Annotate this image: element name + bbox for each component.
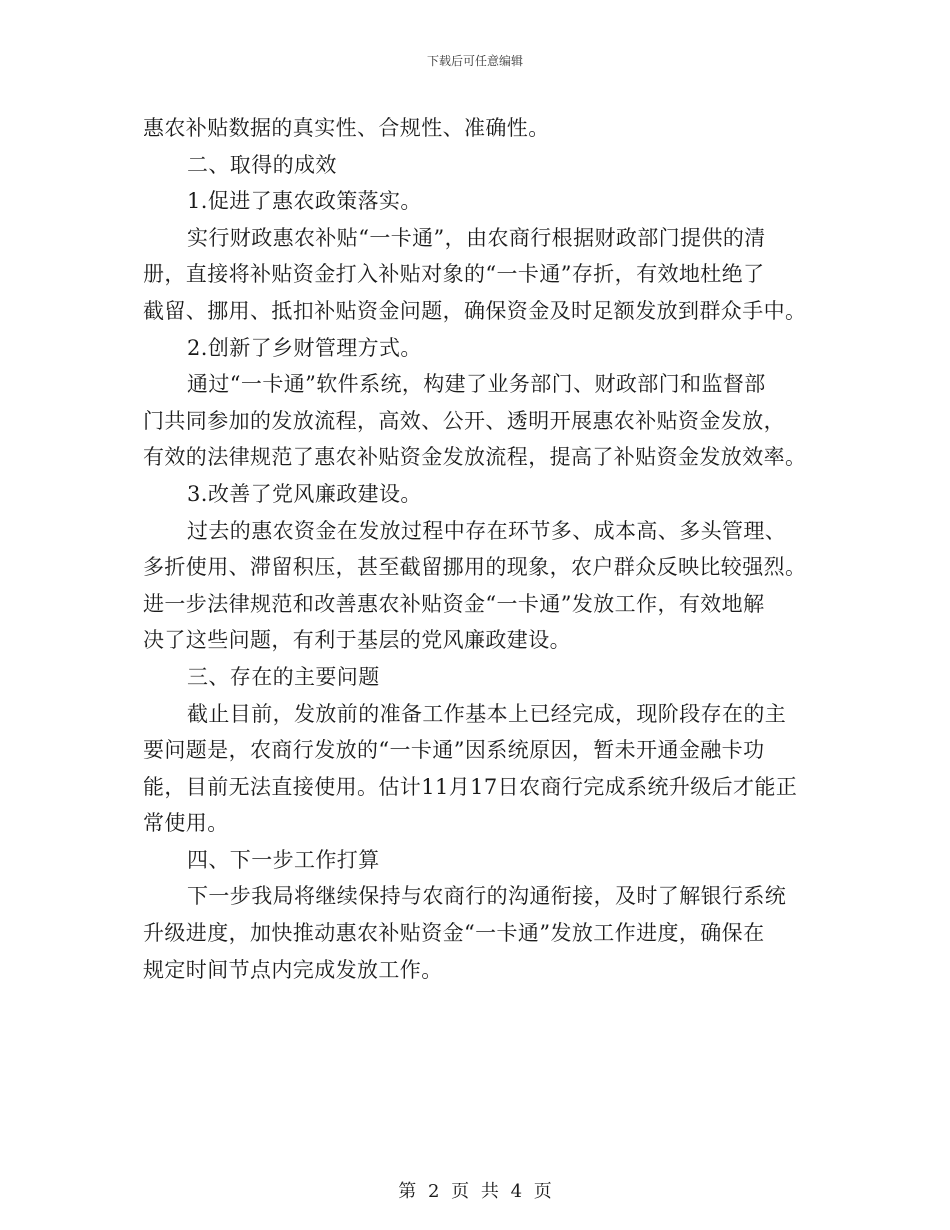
paragraph-line: 要问题是，农商行发放的“一卡通”因系统原因，暂未开通金融卡功 <box>143 738 765 763</box>
page-number-footer: 第 2 页 共 4 页 <box>398 1181 552 1202</box>
section-heading: 二、取得的成效 <box>187 152 337 177</box>
section-heading: 四、下一步工作打算 <box>187 847 380 872</box>
subsection-heading: 3.改善了党风廉政建设。 <box>187 481 422 506</box>
paragraph-line: 升级进度，加快推动惠农补贴资金“一卡通”发放工作进度，确保在 <box>143 921 765 946</box>
paragraph-line: 通过“一卡通”软件系统，构建了业务部门、财政部门和监督部 <box>187 372 766 397</box>
subsection-heading: 1.促进了惠农政策落实。 <box>187 189 422 214</box>
paragraph-line: 决了这些问题，有利于基层的党风廉政建设。 <box>143 628 571 653</box>
paragraph-line: 有效的法律规范了惠农补贴资金发放流程，提高了补贴资金发放效率。 <box>143 445 807 470</box>
paragraph-line: 实行财政惠农补贴“一卡通”，由农商行根据财政部门提供的清 <box>187 225 766 250</box>
paragraph-line: 截留、挪用、抵扣补贴资金问题，确保资金及时足额发放到群众手中。 <box>143 298 807 323</box>
paragraph-line: 规定时间节点内完成发放工作。 <box>143 957 443 982</box>
paragraph-line: 下一步我局将继续保持与农商行的沟通衔接，及时了解银行系统 <box>187 884 787 909</box>
paragraph-line: 截止目前，发放前的准备工作基本上已经完成，现阶段存在的主 <box>187 701 787 726</box>
paragraph-line: 门共同参加的发放流程，高效、公开、透明开展惠农补贴资金发放， <box>143 408 785 433</box>
paragraph-line: 过去的惠农资金在发放过程中存在环节多、成本高、多头管理、 <box>187 518 787 543</box>
paragraph-line: 惠农补贴数据的真实性、合规性、准确性。 <box>143 116 550 140</box>
paragraph-line: 进一步法律规范和改善惠农补贴资金“一卡通”发放工作，有效地解 <box>143 591 765 616</box>
section-heading: 三、存在的主要问题 <box>187 664 380 689</box>
page-header: 下载后可任意编辑 <box>426 54 523 68</box>
paragraph-line: 常使用。 <box>143 811 229 836</box>
paragraph-line: 册，直接将补贴资金打入补贴对象的“一卡通”存折，有效地杜绝了 <box>143 262 765 287</box>
document-body <box>143 110 823 988</box>
subsection-heading: 2.创新了乡财管理方式。 <box>187 335 422 360</box>
paragraph-line: 能，目前无法直接使用。估计11月17日农商行完成系统升级后才能正 <box>143 774 798 799</box>
paragraph-line: 多折使用、滞留积压，甚至截留挪用的现象，农户群众反映比较强烈。 <box>143 555 807 580</box>
